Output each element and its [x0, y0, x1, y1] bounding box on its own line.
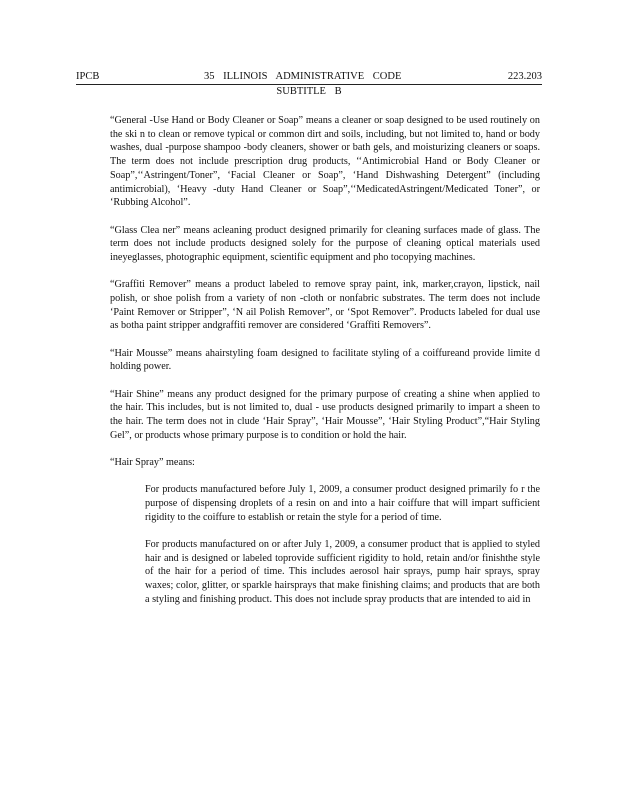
definition-hair-mousse: “Hair Mousse” means ahairstyling foam designed to facilitate styling of a coiffureand provide limite d holding power.: [110, 347, 540, 373]
definition-graffiti-remover: “Graffiti Remover” means a product labeled to remove spray paint, ink, marker,crayon, lipstick, nail polish, or shoe polish from a variety of non -cloth or nonfabric substrates. The term does not include ‘Paint Remover or Stripper”, ‘N ail Polish Remover”, or ‘Spot Remover”. Products labeled for dual use as botha paint stripper andgraffiti remover are considered ‘Graffiti Removers”.: [110, 279, 540, 332]
header-agency: IPCB: [76, 71, 100, 82]
hair-spray-before-2009: For products manufactured before July 1, 2009, a consumer product designed primarily fo r the purpose of dispensing droplets of a resin on and into a hair coiffure that will impart sufficient rigidity to the coiffure to establish or retain the style for a period of time.: [145, 484, 540, 523]
definition-hair-shine: “Hair Shine” means any product designed for the primary purpose of creating a shine when applied to the hair. This includes, but is not limited to, dual - use products designed primarily to impart a sheen to the hair. The term does not in clude ‘Hair Spray”, ‘Hair Mousse”, ‘Hair Styling Product”,“Hair Styling Gel”, or products whose primary purpose is to condition or hold the hair.: [110, 388, 540, 441]
header-code-title: 35 ILLINOIS ADMINISTRATIVE CODE: [204, 71, 402, 82]
definition-glass-cleaner: “Glass Clea ner” means acleaning product designed primarily for cleaning surfaces made of glass. The term does not include products designed solely for the purpose of cleaning optical materials used ineyeglasses, photographic equipment, scientific equipment and pho tocopying machines.: [110, 224, 540, 263]
definition-general-use-hand-cleaner: “General -Use Hand or Body Cleaner or Soap” means a cleaner or soap designed to be used routinely on the ski n to clean or remove typical or common dirt and soils, including, but not limited to, hand or body washes, dual -purpose shampoo -body cleaners, shower or bath gels, and moisturizing cleaners or soaps. The term does not include prescription drug products, ‘‘Antimicrobial Hand or Body Cleaner or Soap”,‘‘Astringent/Toner”, ‘Facial Cleaner or Soap”, ‘Hand Dishwashing Detergent” (including antimicrobial), ‘Heavy -duty Hand Cleaner or Soap”,‘‘MedicatedAstringent/Medicated Toner”, or ‘Rubbing Alcohol”.: [110, 115, 540, 209]
definition-hair-spray: “Hair Spray” means:: [110, 457, 195, 469]
hair-spray-after-2009: For products manufactured on or after July 1, 2009, a consumer product that is applied to styled hair and is designed or labeled toprovide sufficient rigidity to hold, retain and/or finishthe style of the hair for a period of time. This includes aerosol hair sprays, pump hair sprays, spray waxes; color, glitter, or sparkle hairsprays that make finishing claims; and products that are both a styling and finishing product. This does not include spray products that are intended to aid in: [145, 539, 540, 605]
page-header: [76, 70, 542, 83]
header-subtitle: SUBTITLE B: [276, 86, 342, 97]
document-body: [110, 114, 540, 620]
header-section-number: 223.203: [507, 71, 542, 82]
